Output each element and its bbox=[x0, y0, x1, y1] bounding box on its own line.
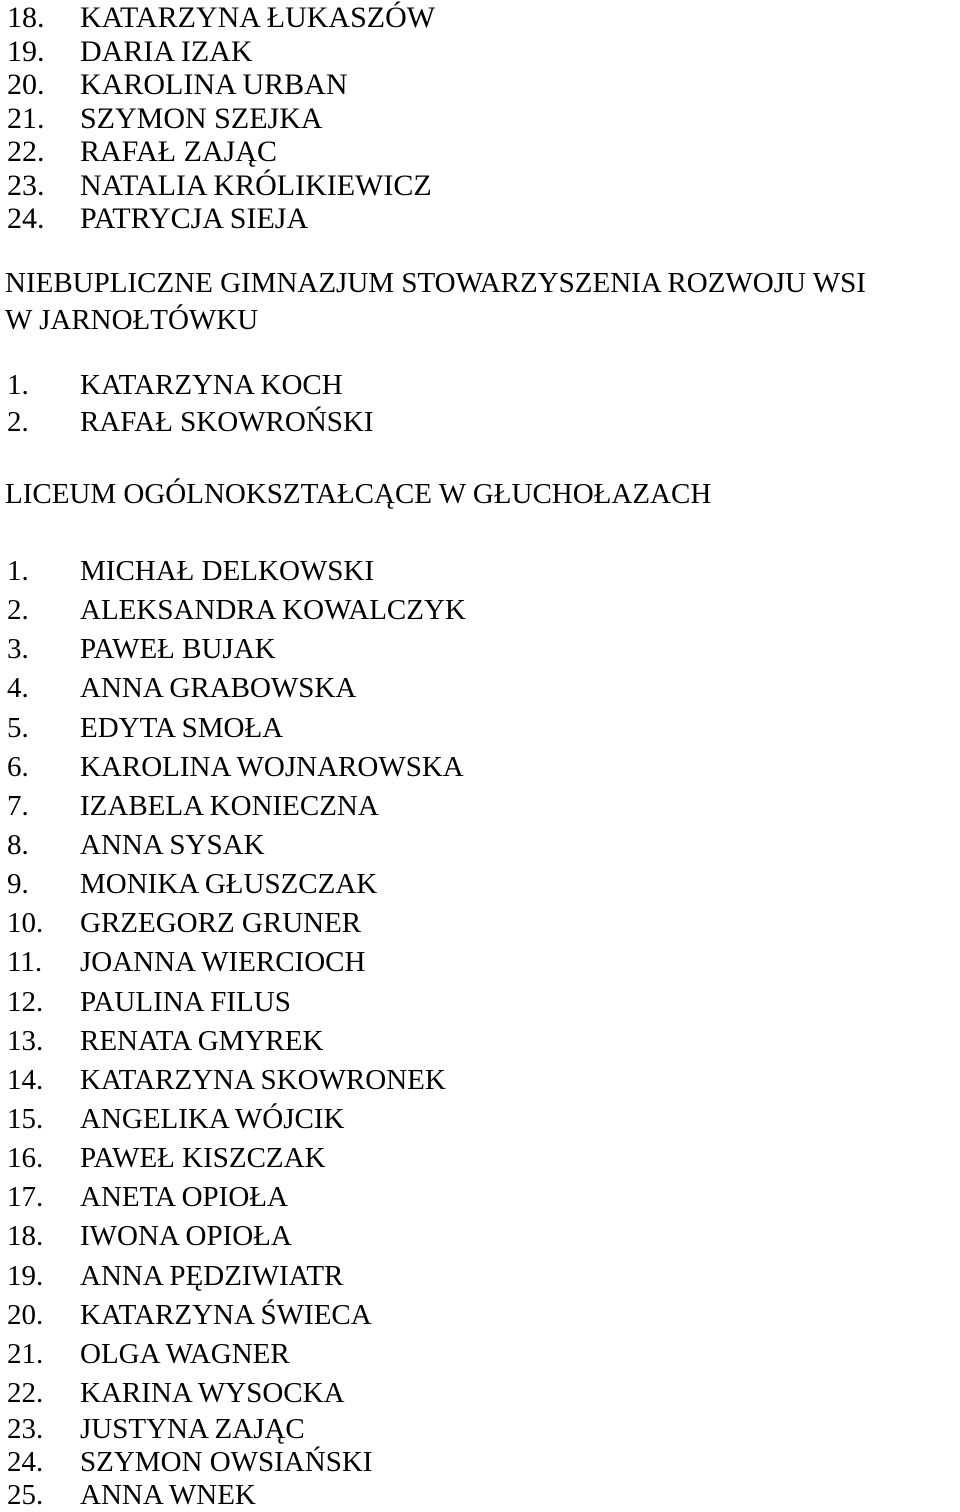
continued-name-list bbox=[0, 1, 960, 236]
list-item-name: ANNA PĘDZIWIATR bbox=[80, 1259, 344, 1292]
list-item-number: 21. bbox=[7, 1337, 44, 1370]
list-item bbox=[0, 826, 960, 865]
gimnazjum-name-list bbox=[0, 367, 960, 441]
list-item-name: KATARZYNA KOCH bbox=[80, 369, 343, 401]
list-item-name: RAFAŁ ZAJĄC bbox=[80, 135, 277, 168]
list-item-name: IZABELA KONIECZNA bbox=[80, 789, 379, 822]
list-item bbox=[0, 135, 960, 169]
list-item-name: KARINA WYSOCKA bbox=[80, 1376, 345, 1409]
list-item bbox=[0, 202, 960, 236]
list-item-number: 23. bbox=[7, 1413, 44, 1446]
list-item-name: NATALIA KRÓLIKIEWICZ bbox=[80, 168, 432, 202]
list-item bbox=[0, 1257, 960, 1296]
list-item bbox=[0, 1374, 960, 1413]
list-item-number: 12. bbox=[7, 985, 44, 1018]
list-item-name: ANNA WNEK bbox=[80, 1479, 256, 1512]
list-item bbox=[0, 1335, 960, 1374]
section-heading-gimnazjum-line2: W JARNOŁTÓWKU bbox=[5, 304, 259, 336]
list-item-name: IWONA OPIOŁA bbox=[80, 1220, 292, 1253]
list-item-name: SZYMON SZEJKA bbox=[80, 101, 323, 135]
list-item bbox=[0, 591, 960, 630]
list-item-name: KAROLINA URBAN bbox=[80, 68, 348, 101]
list-item-number: 20. bbox=[7, 1298, 44, 1331]
list-item-number: 19. bbox=[7, 1259, 44, 1292]
list-item bbox=[0, 1446, 960, 1479]
list-item bbox=[0, 404, 960, 441]
list-item bbox=[0, 552, 960, 591]
list-item-number: 16. bbox=[7, 1142, 44, 1175]
list-item-name: EDYTA SMOŁA bbox=[80, 711, 284, 744]
list-item-number: 22. bbox=[7, 1376, 44, 1409]
list-item-number: 19. bbox=[7, 34, 45, 68]
list-item-number: 5. bbox=[7, 711, 29, 744]
list-item bbox=[0, 1100, 960, 1139]
list-item-name: MONIKA GŁUSZCZAK bbox=[80, 868, 378, 901]
list-item-name: RENATA GMYREK bbox=[80, 1024, 324, 1057]
list-item bbox=[0, 367, 960, 404]
list-item-name: ANGELIKA WÓJCIK bbox=[80, 1102, 345, 1135]
list-item-name: PAULINA FILUS bbox=[80, 985, 291, 1018]
list-item bbox=[0, 904, 960, 943]
list-item-number: 2. bbox=[7, 406, 29, 438]
list-item bbox=[0, 68, 960, 102]
list-item-number: 21. bbox=[7, 101, 45, 135]
list-item-number: 25. bbox=[7, 1479, 44, 1512]
list-item bbox=[0, 1296, 960, 1335]
list-item-number: 11. bbox=[7, 946, 43, 979]
list-item-number: 18. bbox=[7, 1, 45, 34]
list-item-name: KATARZYNA SKOWRONEK bbox=[80, 1063, 446, 1096]
list-item bbox=[0, 669, 960, 708]
list-item-name: KATARZYNA ŚWIECA bbox=[80, 1298, 372, 1331]
list-item bbox=[0, 943, 960, 982]
list-item-name: KAROLINA WOJNAROWSKA bbox=[80, 750, 464, 783]
list-item-name: RAFAŁ SKOWROŃSKI bbox=[80, 406, 374, 438]
list-item-number: 18. bbox=[7, 1220, 44, 1253]
list-item bbox=[0, 748, 960, 787]
list-item bbox=[0, 102, 960, 136]
list-item-number: 6. bbox=[7, 750, 29, 783]
list-item-number: 24. bbox=[7, 1446, 44, 1479]
list-item-number: 23. bbox=[7, 168, 45, 202]
list-item-number: 17. bbox=[7, 1181, 44, 1214]
list-item-name: ANETA OPIOŁA bbox=[80, 1181, 288, 1214]
list-item-number: 13. bbox=[7, 1024, 44, 1057]
list-item bbox=[0, 1178, 960, 1217]
list-item-number: 8. bbox=[7, 828, 29, 861]
list-item-name: OLGA WAGNER bbox=[80, 1337, 290, 1370]
list-item-number: 15. bbox=[7, 1102, 44, 1135]
list-item-number: 9. bbox=[7, 868, 29, 901]
list-item bbox=[0, 983, 960, 1022]
list-item-name: KATARZYNA ŁUKASZÓW bbox=[80, 1, 436, 34]
section-heading-gimnazjum-line1: NIEBUPLICZNE GIMNAZJUM STOWARZYSZENIA ROZWOJU WSI bbox=[5, 267, 866, 299]
list-item-name: SZYMON OWSIAŃSKI bbox=[80, 1446, 373, 1479]
list-item-name: JUSTYNA ZAJĄC bbox=[80, 1413, 305, 1446]
section-heading-liceum: LICEUM OGÓLNOKSZTAŁCĄCE W GŁUCHOŁAZACH bbox=[5, 478, 712, 510]
list-item bbox=[0, 1479, 960, 1512]
list-item-name: PAWEŁ KISZCZAK bbox=[80, 1142, 326, 1175]
list-item bbox=[0, 865, 960, 904]
list-item-name: GRZEGORZ GRUNER bbox=[80, 907, 362, 940]
list-item bbox=[0, 1, 960, 35]
list-item-number: 4. bbox=[7, 672, 29, 705]
list-item bbox=[0, 630, 960, 669]
list-item bbox=[0, 1061, 960, 1100]
list-item-name: PATRYCJA SIEJA bbox=[80, 202, 309, 235]
liceum-name-list bbox=[0, 552, 960, 1512]
list-item-name: ANNA SYSAK bbox=[80, 828, 265, 861]
list-item-name: JOANNA WIERCIOCH bbox=[80, 946, 366, 979]
list-item bbox=[0, 1413, 960, 1446]
list-item-name: ANNA GRABOWSKA bbox=[80, 672, 357, 705]
list-item bbox=[0, 787, 960, 826]
list-item-number: 10. bbox=[7, 907, 44, 940]
list-item-name: PAWEŁ BUJAK bbox=[80, 633, 276, 666]
list-item-number: 1. bbox=[7, 555, 29, 587]
list-item bbox=[0, 709, 960, 748]
list-item-number: 3. bbox=[7, 633, 29, 666]
list-item bbox=[0, 35, 960, 69]
list-item-number: 22. bbox=[7, 135, 45, 168]
list-item-number: 1. bbox=[7, 369, 29, 401]
list-item bbox=[0, 1022, 960, 1061]
list-item bbox=[0, 169, 960, 203]
list-item-name: DARIA IZAK bbox=[80, 34, 253, 68]
list-item bbox=[0, 1139, 960, 1178]
list-item-name: MICHAŁ DELKOWSKI bbox=[80, 555, 374, 587]
list-item-number: 24. bbox=[7, 202, 45, 235]
list-item bbox=[0, 1217, 960, 1256]
list-item-number: 20. bbox=[7, 68, 45, 101]
list-item-name: ALEKSANDRA KOWALCZYK bbox=[80, 594, 466, 627]
list-item-number: 14. bbox=[7, 1063, 44, 1096]
list-item-number: 7. bbox=[7, 789, 29, 822]
list-item-number: 2. bbox=[7, 594, 29, 627]
